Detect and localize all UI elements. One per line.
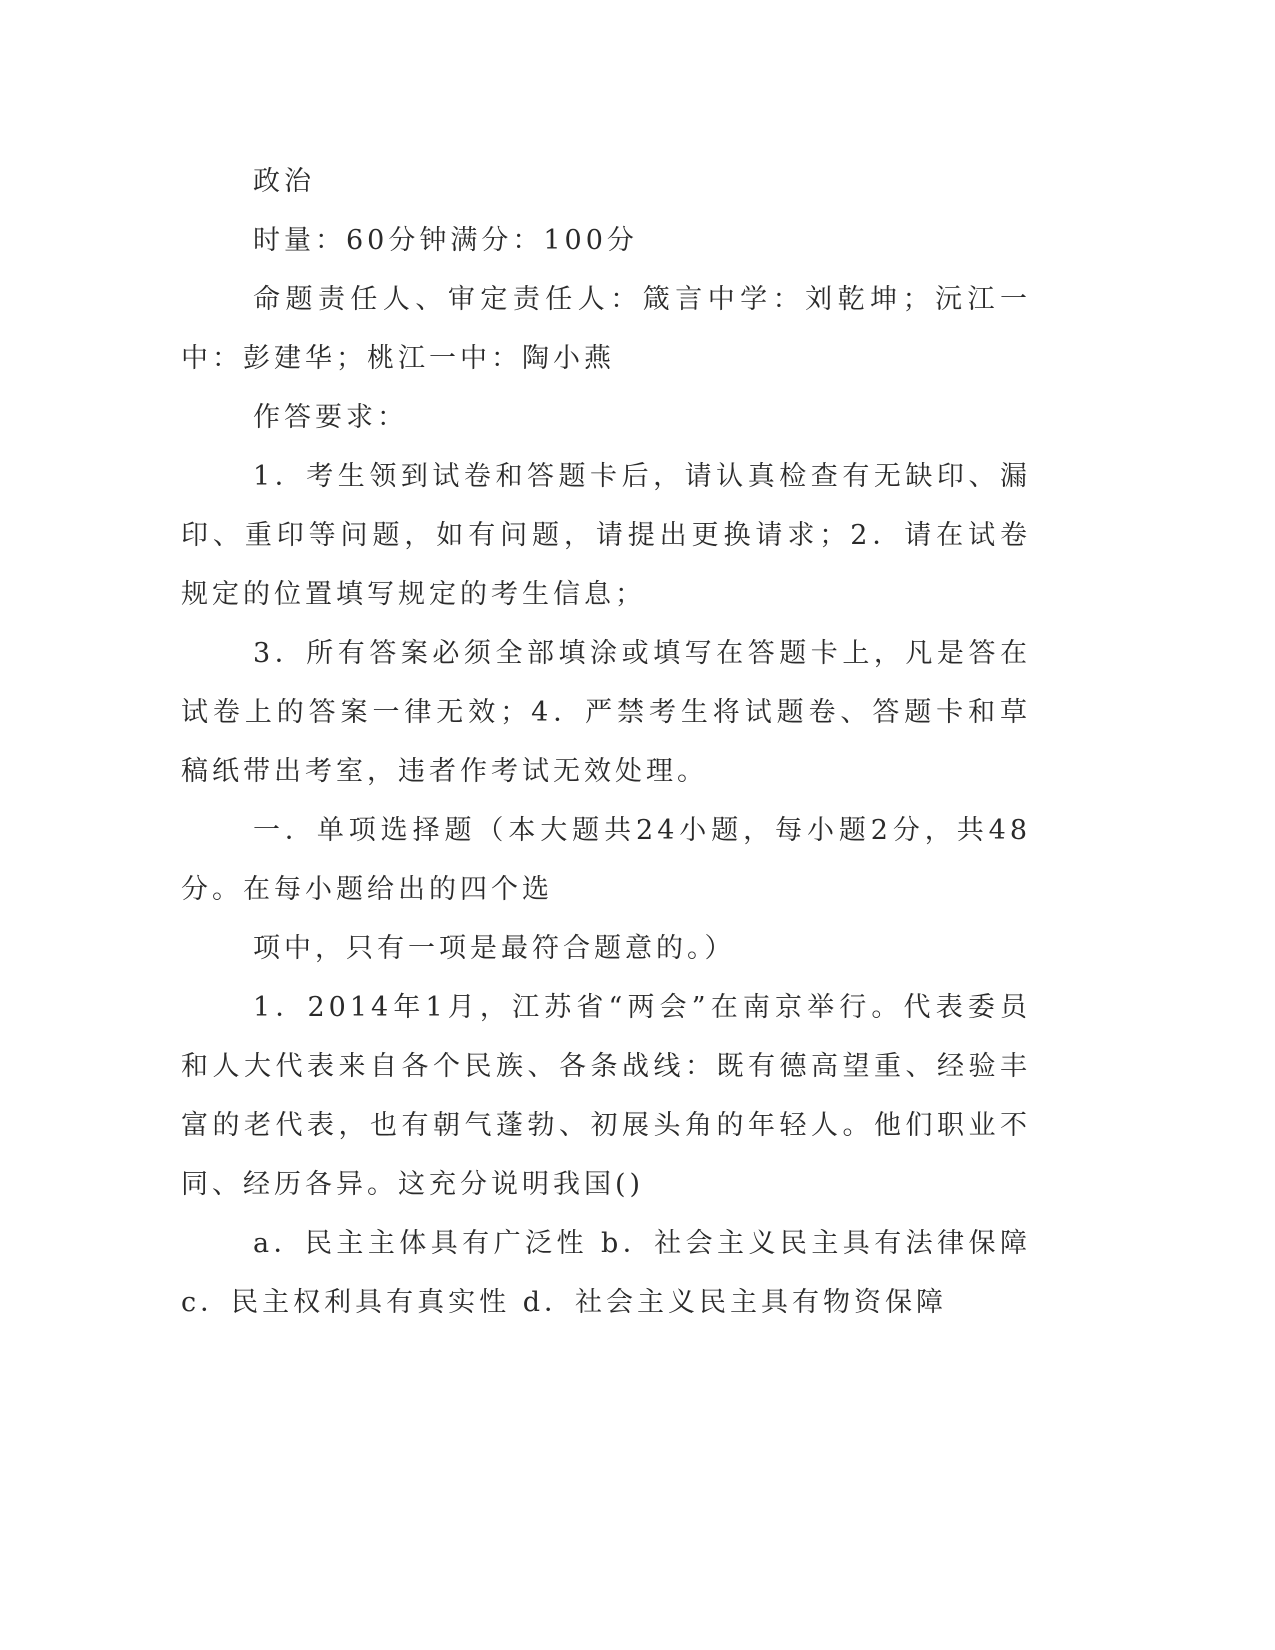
question-1-options: a．民主主体具有广泛性 b．社会主义民主具有法律保障 c．民主权利具有真实性 d．社会主义民主具有物资保障 xyxy=(181,1228,1031,1318)
requirement-3-4: 3．所有答案必须全部填涂或填写在答题卡上，凡是答在试卷上的答案一律无效；4．严禁考生将试题卷、答题卡和草稿纸带出考室，违者作考试无效处理。 xyxy=(181,638,1031,787)
section-heading-part2: 项中，只有一项是最符合题意的。） xyxy=(253,933,736,964)
requirement-1-2: 1．考生领到试卷和答题卡后，请认真检查有无缺印、漏印、重印等问题，如有问题，请提出更换请求；2．请在试卷规定的位置填写规定的考生信息； xyxy=(181,461,1031,610)
document-body xyxy=(181,152,1031,1332)
requirements-heading: 作答要求： xyxy=(253,402,408,433)
subject-title: 政治 xyxy=(253,166,315,197)
authors-line: 命题责任人、审定责任人：箴言中学：刘乾坤；沅江一中：彭建华；桃江一中：陶小燕 xyxy=(181,284,1031,374)
question-1: 1．2014年1月，江苏省“两会”在南京举行。代表委员和人大代表来自各个民族、各条战线：既有德高望重、经验丰富的老代表，也有朝气蓬勃、初展头角的年轻人。他们职业不同、经历各异。这充分说明我国() xyxy=(181,992,1031,1200)
exam-info: 时量：60分钟满分：100分 xyxy=(253,225,638,256)
section-heading-part1: 一．单项选择题（本大题共24小题，每小题2分，共48分。在每小题给出的四个选 xyxy=(181,815,1031,905)
